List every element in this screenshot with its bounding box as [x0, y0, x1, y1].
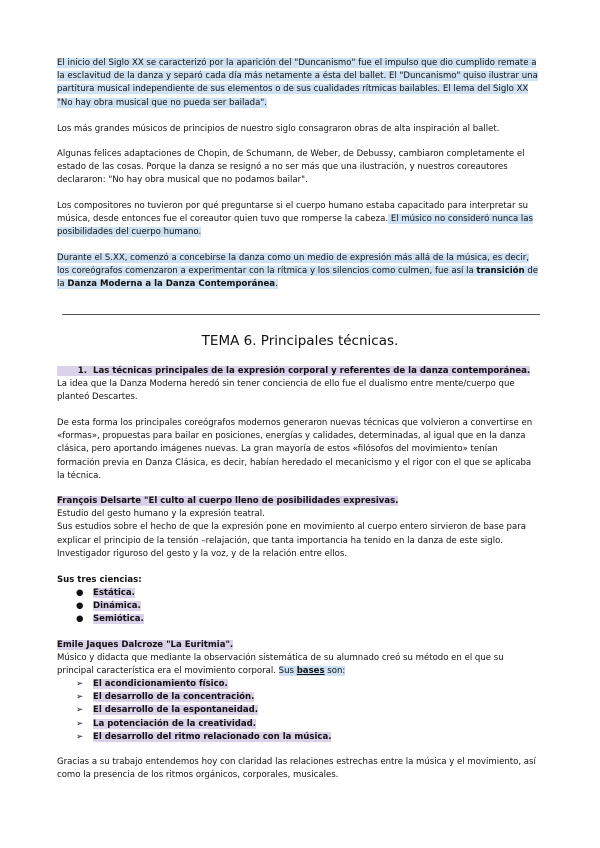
paragraph-adaptaciones: Algunas felices adaptaciones de Chopin, de Schumann, de Weber, de Debussy, cambiaron completamente el estado de las cosas. Porque la danza se resignó a no ser más que una ilustración, y nuestros coreautores declararon: "No hay obra musical que no podamos bailar".	[57, 149, 525, 186]
dalcroze-heading: Emile Jaques Dalcroze "La Euritmia".	[57, 640, 234, 650]
paragraph-text: de la	[57, 266, 539, 290]
list-item: ● Estática.	[57, 587, 541, 600]
highlighted-text: Sus bases son:	[278, 666, 346, 677]
delsarte-line: Estudio del gesto humano y la expresión teatral.	[57, 509, 265, 520]
bullet-icon: ●	[76, 614, 84, 625]
bold-transicion: transición	[476, 266, 525, 277]
delsarte-block	[57, 495, 541, 561]
arrow-bullet-icon: ➢	[76, 692, 84, 703]
bases-list	[57, 678, 541, 744]
section-heading	[57, 366, 530, 376]
arrow-bullet-icon: ➢	[76, 718, 84, 729]
underlined-bases: bases	[296, 666, 325, 677]
paragraph-coreografos: De esta forma los principales coreógrafos modernos generaron nuevas técnicas que volvieron a convertirse en «formas», propuestas para bailar en posiciones, energías y calidades, determinadas, al igual que en la danza clásica, pero aportando imágenes nuevas. La gran mayoría de estos «filósofos del movimiento» tenían formación previa en Danza Clásica, es decir, habían heredado el mecanicismo y el rigor con el que se aplicaba la técnica.	[57, 418, 533, 481]
list-item: ➢ El desarrollo del ritmo relacionado con la música.	[57, 731, 541, 744]
dalcroze-block	[57, 639, 541, 679]
section-number: 1.	[77, 366, 87, 376]
list-item: ● Semiótica.	[57, 613, 541, 626]
list-item: ➢ La potenciación de la creatividad.	[57, 718, 541, 731]
dalcroze-text: Músico y didacta que mediante la observación sistemática de su alumnado creó su método en el que su principal característica era el movimiento corporal.	[57, 653, 504, 677]
highlighted-text	[57, 253, 538, 289]
delsarte-line: Sus estudios sobre el hecho de que la expresión pone en movimiento al cuerpo entero sirvieron de base para explicar el principio de la tensión –relajación, que tanta importancia ha tenido en la danza de este siglo.	[57, 522, 526, 546]
paragraph-closing: Gracias a su trabajo entendemos hoy con claridad las relaciones estrechas entre la música y el movimiento, así como la presencia de los ritmos orgánicos, corporales, musicales.	[57, 757, 536, 781]
list-item: ➢ El desarrollo de la espontaneidad.	[57, 704, 541, 717]
page-title: TEMA 6. Principales técnicas.	[201, 333, 399, 349]
highlighted-text: El inicio del Siglo XX se caracterizó por la aparición del "Duncanismo" fue el impulso que dio cumplido remate a la esclavitud de la danza y separó cada día más netamente a ésta del ballet. El "Duncanismo" quiso ilustrar una partitura musical independiente de sus elementos o de sus cualidades rítmicas bailables. El lema del Siglo XX "No hay obra musical que no pueda ser bailada".	[57, 58, 538, 108]
section-1	[57, 365, 541, 405]
list-item: ● Dinámica.	[57, 600, 541, 613]
arrow-bullet-icon: ➢	[76, 679, 84, 689]
paragraph-compositores	[57, 200, 541, 240]
paragraph-text: Durante el S.XX, comenzó a concebirse la danza como un medio de expresión más allá de la música, es decir, los coreógrafos comenzaron a experimentar con la rítmica y los silencios como culmen, fue así la	[57, 253, 529, 277]
delsarte-heading: François Delsarte "El culto al cuerpo lleno de posibilidades expresivas.	[57, 496, 399, 506]
bold-danza: Danza Moderna a la Danza Contemporánea	[67, 279, 276, 290]
bullet-icon: ●	[76, 588, 84, 598]
section-text: La idea que la Danza Moderna heredó sin tener conciencia de ello fue el dualismo entre mente/cuerpo que planteó Descartes.	[57, 379, 515, 403]
arrow-bullet-icon: ➢	[76, 731, 84, 742]
horizontal-divider	[62, 314, 540, 315]
arrow-bullet-icon: ➢	[76, 705, 84, 716]
ciencias-title: Sus tres ciencias:	[57, 575, 142, 585]
bullet-icon: ●	[76, 601, 84, 612]
list-item: ➢ El desarrollo de la concentración.	[57, 691, 541, 704]
paragraph-siglo-xx	[57, 252, 541, 292]
highlighted-text: El músico no consideró nunca las posibilidades del cuerpo humano.	[57, 214, 533, 238]
paragraph-text: .	[275, 279, 278, 290]
paragraph-text: Los compositores no tuvieron por qué preguntarse si el cuerpo humano estaba capacitado para interpretar su música, desde entonces fue el coreautor quien tuvo que romperse la cabeza.	[57, 201, 529, 225]
ciencias-list	[57, 587, 541, 627]
section-heading-text: Las técnicas principales de la expresión corporal y referentes de la danza contemporánea.	[93, 366, 531, 376]
paragraph-musicos: Los más grandes músicos de principios de nuestro siglo consagraron obras de alta inspiración al ballet.	[57, 124, 500, 134]
delsarte-line: Investigador riguroso del gesto y la voz, y de la relación entre ellos.	[57, 548, 348, 559]
list-item: ➢ El acondicionamiento físico.	[57, 678, 541, 691]
paragraph-duncanismo	[57, 57, 541, 110]
